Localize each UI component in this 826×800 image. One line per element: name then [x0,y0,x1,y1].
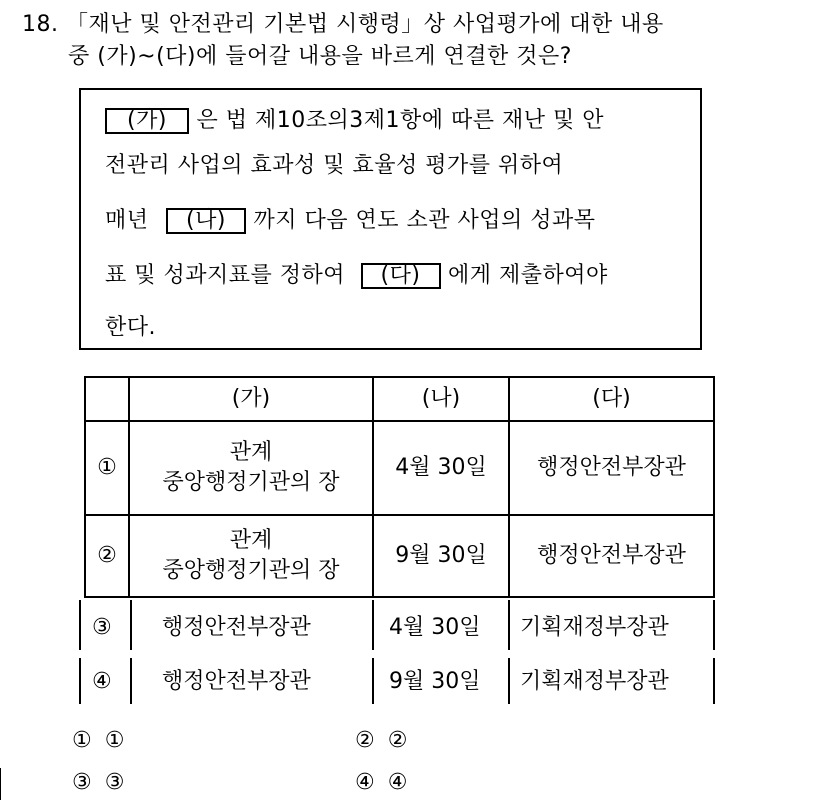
row-1-ga: 관계 중앙행정기관의 장 [162,440,340,495]
passage-line-3-pre: 매년 [105,208,149,233]
passage-line-2: 전관리 사업의 효과성 및 효율성 평가를 위하여 [105,153,564,178]
answer-table [84,376,715,598]
blank-c: (다) [361,263,441,289]
row-rule [130,658,132,704]
row-rule [713,600,715,650]
row-1-na: 4월 30일 [395,455,487,480]
row-rule [372,658,374,704]
option-2-label: ② [387,728,408,753]
option-1-label: ① [104,728,125,753]
passage-box [79,88,702,350]
table-rule [713,376,715,598]
row-4-na: 9월 30일 [389,669,481,694]
header-na: (나) [421,386,461,411]
passage-line-1 [105,108,604,134]
row-rule [130,600,132,650]
row-4-number: ④ [92,669,112,694]
passage-line-3 [105,208,596,234]
margin-rule [0,768,1,800]
row-3-number: ③ [92,615,112,640]
row-2-number: ② [97,543,117,568]
header-ga: (가) [231,386,271,411]
row-rule [508,600,510,650]
blank-b: (나) [166,208,246,234]
header-da: (다) [592,386,631,411]
passage-line-4-pre: 표 및 성과지표를 정하여 [105,263,346,288]
row-rule [79,658,81,704]
row-2-na: 9월 30일 [395,543,487,568]
row-4-ga: 행정안전부장관 [162,669,311,694]
passage-line-4-post: 에게 제출하여야 [448,263,608,288]
option-1-mark: ① [72,728,92,753]
table-rule [84,596,715,598]
option-3-label: ③ [104,770,125,795]
option-3[interactable] [72,770,124,796]
option-4-label: ④ [387,770,408,795]
row-2-da: 행정안전부장관 [537,543,686,568]
row-3-na: 4월 30일 [389,615,481,640]
passage-line-5: 한다. [105,315,156,340]
question-line-2: 중 (가)~(다)에 들어갈 내용을 바르게 연결한 것은? [68,44,572,69]
option-1[interactable] [72,728,124,754]
option-2-mark: ② [355,728,375,753]
option-4-mark: ④ [355,770,375,795]
row-2-ga: 관계 중앙행정기관의 장 [162,528,340,583]
row-rule [713,658,715,704]
row-3-da: 기획재정부장관 [520,615,669,640]
passage-line-3-post: 까지 다음 연도 소관 사업의 성과목 [253,208,596,233]
row-rule [79,600,81,650]
question-line-1: 18. 「재난 및 안전관리 기본법 시행령」상 사업평가에 대한 내용 [22,12,664,37]
row-1-da: 행정안전부장관 [537,455,686,480]
blank-a: (가) [105,108,189,134]
option-3-mark: ③ [72,770,92,795]
row-rule [372,600,374,650]
row-3-ga: 행정안전부장관 [162,615,311,640]
passage-line-1-text: 은 법 제10조의3제1항에 따른 재난 및 안 [196,108,604,133]
row-4-da: 기획재정부장관 [520,669,669,694]
option-4[interactable] [355,770,407,796]
row-1-number: ① [97,455,117,480]
passage-line-4 [105,263,608,289]
row-rule [508,658,510,704]
option-2[interactable] [355,728,407,754]
